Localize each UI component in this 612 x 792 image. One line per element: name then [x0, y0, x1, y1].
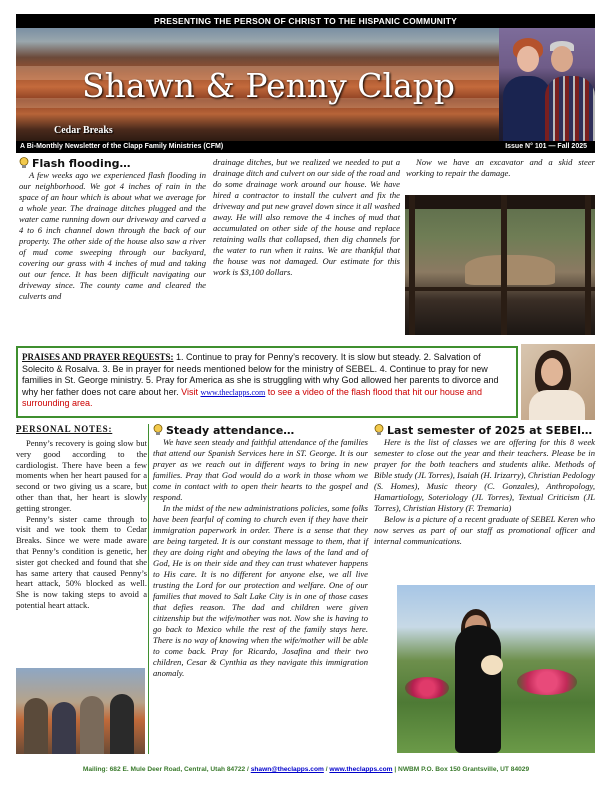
sebel-column: [374, 424, 595, 547]
steady-column: [153, 424, 368, 679]
notes-title: PERSONAL NOTES:: [16, 424, 113, 434]
flash-column-1: [19, 157, 206, 302]
video-link-text: to see a video of the flash flood that hit our house and surrounding area.: [22, 386, 482, 409]
newsletter-subtitle: A Bi-Monthly Newsletter of the Clapp Family Ministries (CFM): [20, 143, 224, 150]
steady-heading: Steady attendance…: [153, 424, 368, 436]
graduate-photo: [397, 585, 595, 753]
nwbm-address: | NWBM P.O. Box 150 Grantsville, UT 84029: [394, 766, 530, 773]
sebel-paragraph: Here is the list of classes we are offering for this 8 week semester to close out the year and their teachers. Please be in prayer for the both teachers and students alike. Methods of Bible study (JL Torres), Isaiah (H. Irizarry), Christian Pedology (S. Homes), Music theory (C. Gonzales), Anthropology, Hamartiology, Soteriology (JL Torres), Textual Criticism (JL Torres), Christian History (F. Tremaria): [374, 437, 595, 513]
flash-text-1: A few weeks ago we experienced flash flooding in our neighborhood. We got 4 inches of rain in the space of an hour which is about what we average for a whole year. The drainage ditches plugged and the water came running down our driveway and carved a 4 to 6 inch channel down through the back of our property. The other side of the house also saw a river of mud come sweeping through our backyard, covering our grass with 4 inches of mud and taking out our fence. It has been difficult navigating our driveway since. The county came and cleared the culverts and: [19, 170, 206, 301]
flood-repair-photo: [405, 195, 595, 335]
notes-paragraph: Penny’s recovery is going slow but very good according to the cardiologist. There have been a few moments when her heart paused for a second or two giving us a scare, but other than that, her heart is slowly getting stronger.: [16, 438, 147, 513]
flash-column-3: [406, 157, 595, 179]
issue-number: Issue N° 101 — Fall 2025: [505, 143, 587, 150]
praying-girl-photo: [521, 344, 595, 420]
cedar-breaks-group-photo: [16, 668, 145, 754]
website-link[interactable]: www.theclapps.com: [200, 387, 266, 397]
lightbulb-icon: [153, 424, 163, 436]
lightbulb-icon: [19, 157, 29, 169]
flash-heading: Flash flooding…: [19, 157, 206, 169]
steady-paragraph: In the midst of the new administrations policies, some folks have been fearful of coming to church even if they have their immigration paperwork in order. There is a sense that they are being targeted. It is our constant message to them, that if they are doing right and obeying the laws of the land and of God, He is on their side and they can trust whatever happens to His care. It is no different for anyone else, we all live trusting the Lord for our protection and welfare. One of our families that moved to Salt Lake City is in one of those cases that defies reason. The dad and children were given citizenship but the wife/mother was not. Now she is having to go back to Mexico while the rest of the family stays here. There is no way of knowing when the wife/mother will be able to come back. Pray for Ricardo, Josafina and their two children, Cesar & Cynthia as they navigate this immigration anomaly.: [153, 503, 368, 678]
footer-mailing: [0, 766, 612, 773]
lightbulb-icon: [374, 424, 384, 436]
mailing-address: Mailing: 682 E. Mule Deer Road, Central, Utah 84722 /: [82, 766, 249, 773]
sebel-paragraph: Below is a picture of a recent graduate of SEBEL Keren who now serves as part of our staff as promotional officer and internal communications.: [374, 514, 595, 546]
flash-column-2: [213, 157, 400, 278]
notes-paragraph: Penny’s sister came through to visit and we took them to Cedar Breaks. Since we were made aware that Penny’s condition is genetic, her sister got checked and found that she has same artery that caused Penny’s heart attack, 50% blocked as well. She is now taking steps to avoid a potential heart attack.: [16, 513, 147, 610]
top-banner: PRESENTING THE PERSON OF CHRIST TO THE HISPANIC COMMUNITY: [16, 14, 595, 28]
column-divider: [148, 424, 149, 754]
newsletter-title: Shawn & Penny Clapp: [82, 66, 456, 105]
steady-paragraph: We have seen steady and faithful attendance of the families that attend our Spanish Services here in ST. George. It is our prayer as we reach out in different ways to bring in new families. Pray that God would do a work in those whom we come in contact with to open their hearts to the gospel and respond.: [153, 437, 368, 502]
prayer-text: 1. Continue to pray for Penny’s recovery. It is slow but steady. 2. Salvation of Solecito & Rosalva. 3. Be in prayer for needs mentioned below for the ministry of SEBEL. 4. Continue to pray for new families in St. George ministry. 5. Pray for America as she is struggling with why God allowed her parents to divorce and why her father does not care about her.: [22, 352, 499, 397]
sebel-heading: Last semester of 2025 at SEBEI…: [374, 424, 595, 436]
visit-text: Visit: [181, 386, 198, 397]
web-link[interactable]: www.theclapps.com: [329, 766, 393, 773]
photo-caption: Cedar Breaks: [54, 125, 113, 136]
subtitle-bar: [16, 141, 595, 153]
email-link[interactable]: shawn@theclapps.com: [250, 766, 324, 773]
flash-text-2: drainage ditches, but we realized we needed to put a drainage ditch and culvert on our side of the road and do some drainage work around our house. We have hired a contractor to install the culvert and fix the driveway and put new gravel down since it all washed away. He will also remove the 4 inches of mud that accumulated on other side of the house and replace retaining walls that collapsed, then dig channels for the water to run when it rains. We are thankful that the house was not damaged. Our estimate for this work is $3,100 dollars.: [213, 157, 400, 277]
footer-separator: /: [325, 766, 328, 773]
flash-text-3: Now we have an excavator and a skid steer working to repair the damage.: [406, 157, 595, 178]
prayer-requests-box: [16, 346, 518, 418]
prayer-label: PRAISES AND PRAYER REQUESTS:: [22, 352, 174, 362]
couple-photo: [499, 28, 595, 141]
